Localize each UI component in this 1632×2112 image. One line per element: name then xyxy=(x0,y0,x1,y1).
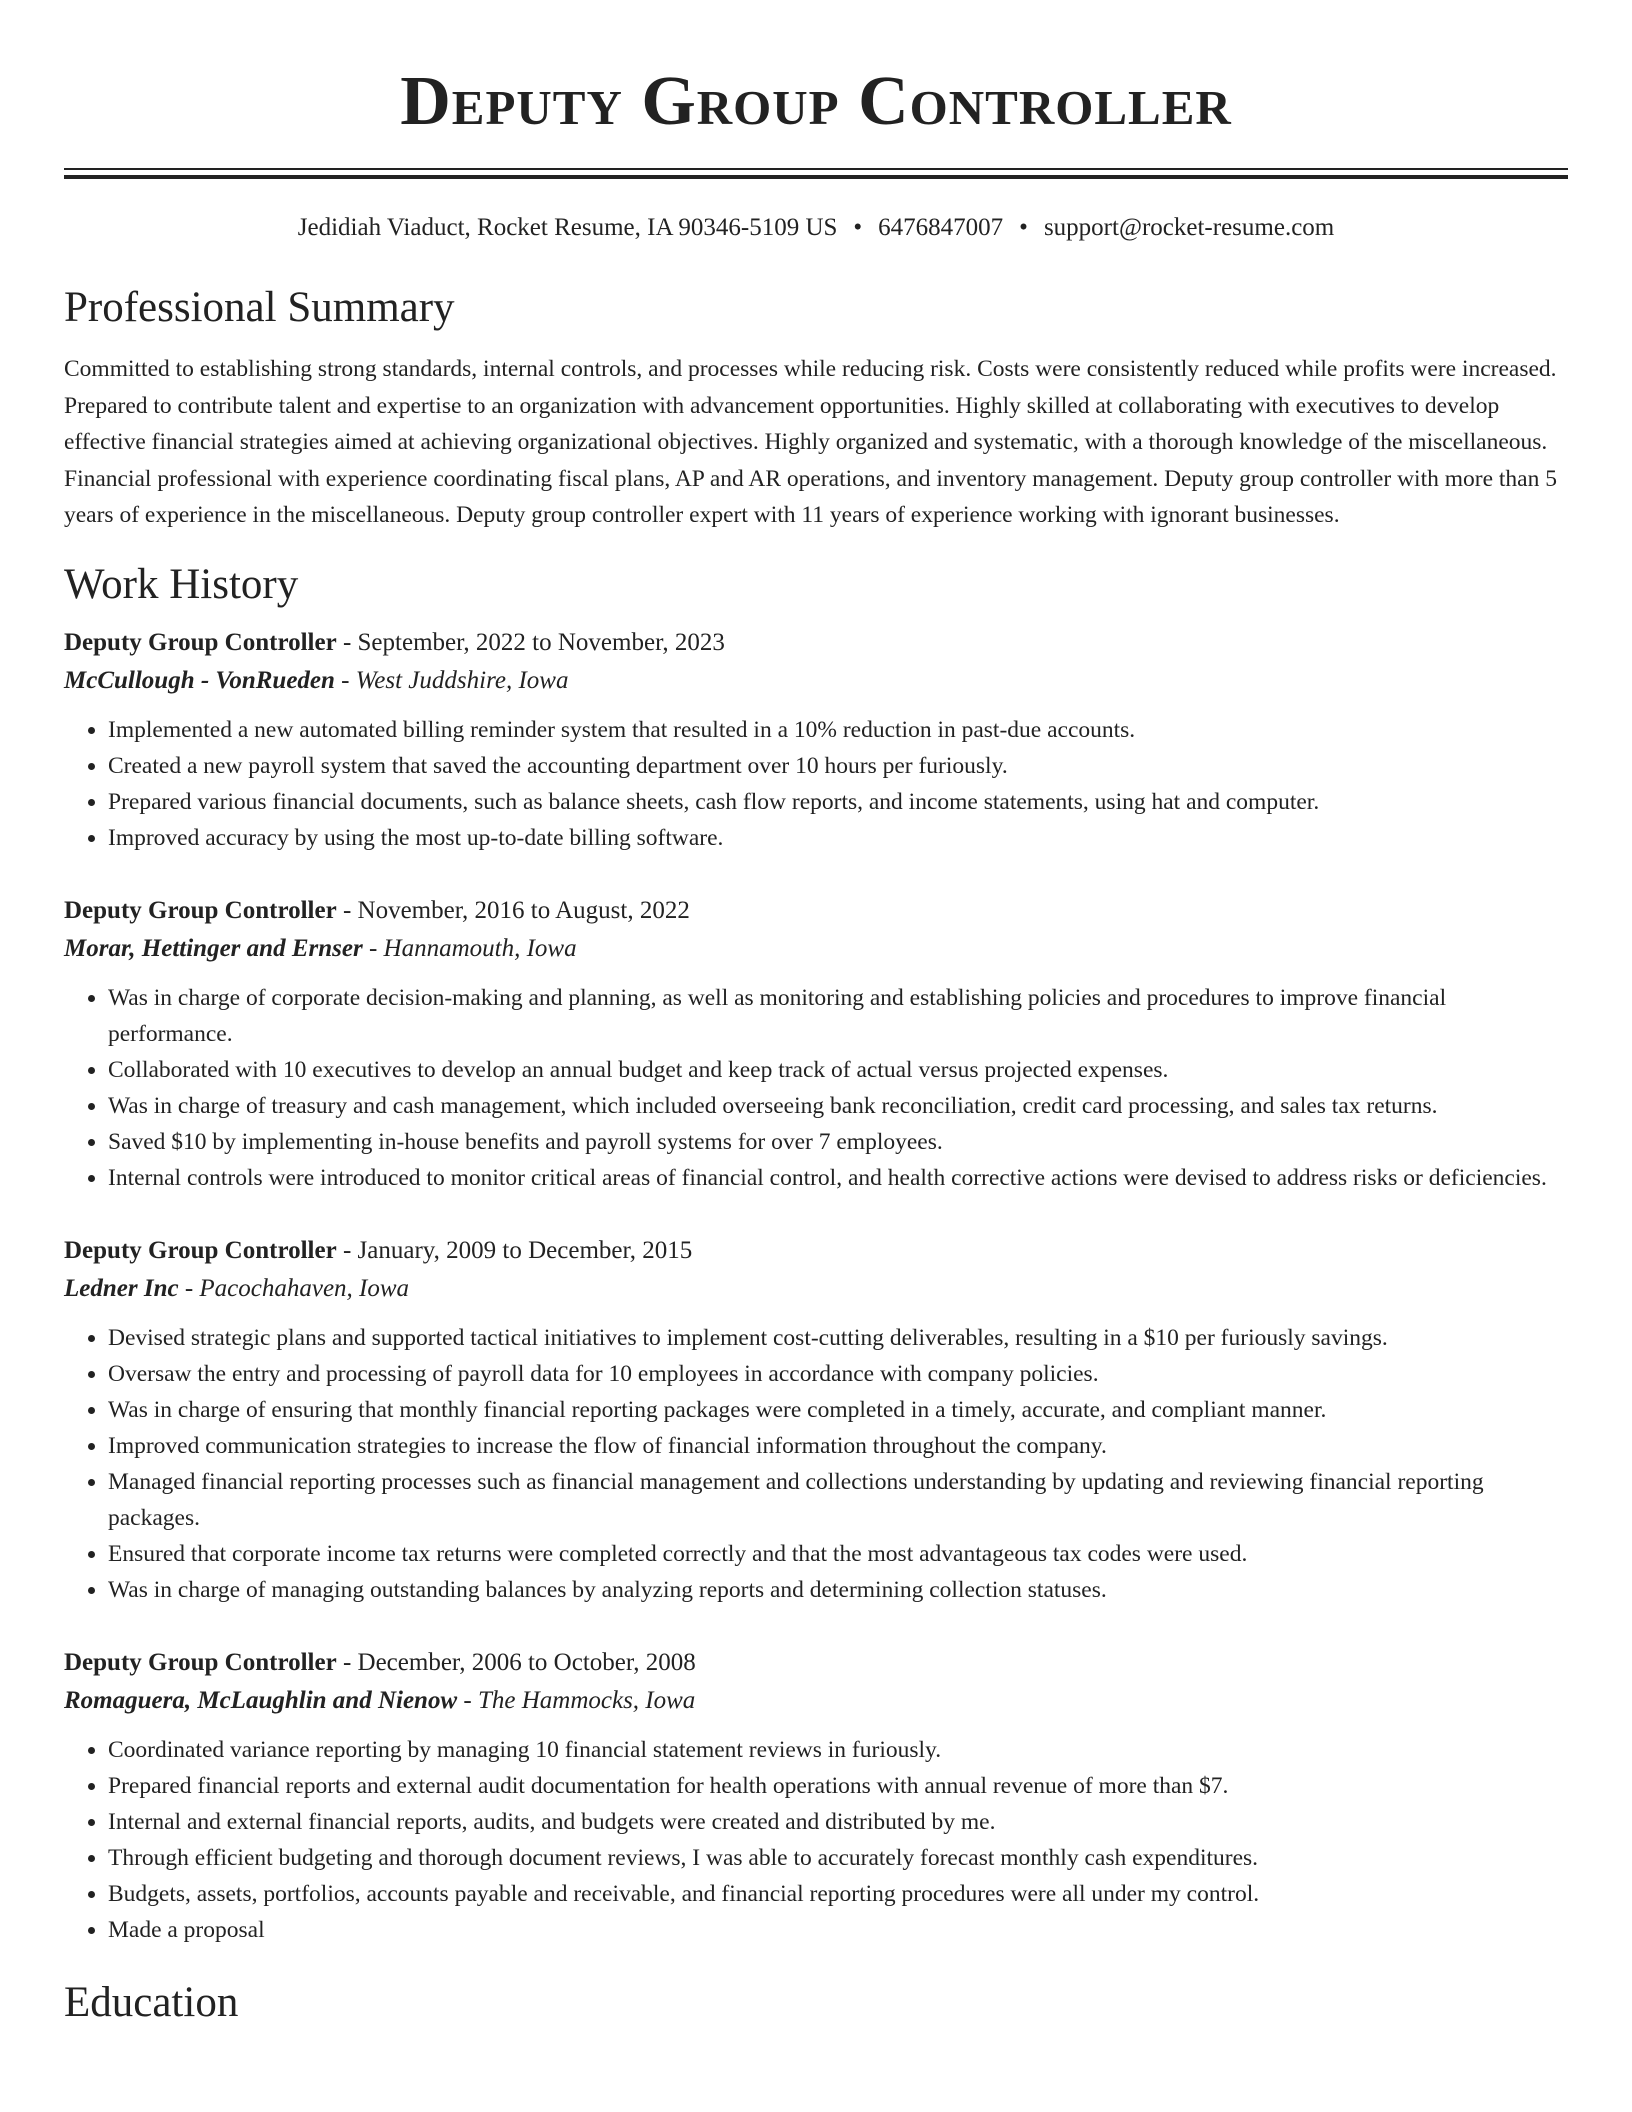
job-duties-list xyxy=(64,980,1568,1196)
contact-email: support@rocket-resume.com xyxy=(1043,214,1335,241)
job-dates: - January, 2009 to December, 2015 xyxy=(336,1236,693,1264)
job-duty-item: • Internal and external financial reports, audits, and budgets were created and distributed by me. xyxy=(108,1804,1568,1840)
title-divider-thick xyxy=(64,175,1568,179)
job-dates: - September, 2022 to November, 2023 xyxy=(336,628,725,656)
job-duty-item: • Budgets, assets, portfolios, accounts payable and receivable, and financial reporting procedures were all under my control. xyxy=(108,1876,1568,1912)
job-company: Romaguera, McLaughlin and Nienow xyxy=(64,1686,458,1714)
job-company: Ledner Inc xyxy=(64,1274,179,1302)
job-entry xyxy=(64,892,1568,1196)
job-dates: - November, 2016 to August, 2022 xyxy=(336,896,690,924)
section-heading-summary: Professional Summary xyxy=(64,284,455,331)
job-company-line xyxy=(64,930,1568,968)
contact-address: Jedidiah Viaduct, Rocket Resume, IA 90346-5109 US xyxy=(297,214,838,241)
job-duty-item: • Internal controls were introduced to monitor critical areas of financial control, and health corrective actions were devised to address risks or deficiencies. xyxy=(108,1160,1568,1196)
job-duty-item: • Prepared financial reports and external audit documentation for health operations with annual revenue of more than $7. xyxy=(108,1768,1568,1804)
section-heading-education: Education xyxy=(64,1978,239,2026)
job-title-line xyxy=(64,892,1568,930)
job-title: Deputy Group Controller xyxy=(64,1236,337,1264)
job-company-line xyxy=(64,662,1568,700)
job-duty-item: • Prepared various financial documents, such as balance sheets, cash flow reports, and income statements, using hat and computer. xyxy=(108,784,1568,820)
work-history-list xyxy=(64,624,1568,1948)
job-duty-item: • Through efficient budgeting and thorough document reviews, I was able to accurately forecast monthly cash expenditures. xyxy=(108,1840,1568,1876)
job-duties-list xyxy=(64,1320,1568,1608)
job-duty-item: • Saved $10 by implementing in-house benefits and payroll systems for over 7 employees. xyxy=(108,1124,1568,1160)
job-duty-item: • Ensured that corporate income tax returns were completed correctly and that the most advantageous tax codes were used. xyxy=(108,1536,1568,1572)
job-title: Deputy Group Controller xyxy=(64,896,337,924)
contact-separator: • xyxy=(853,214,863,241)
job-location: - Pacochahaven, Iowa xyxy=(178,1274,410,1302)
job-location: - West Juddshire, Iowa xyxy=(334,666,569,694)
job-duty-item: • Was in charge of ensuring that monthly financial reporting packages were completed in a timely, accurate, and compliant manner. xyxy=(108,1392,1568,1428)
contact-phone: 6476847007 xyxy=(878,214,1004,241)
job-duty-item: • Collaborated with 10 executives to develop an annual budget and keep track of actual versus projected expenses. xyxy=(108,1052,1568,1088)
job-duty-item: • Was in charge of corporate decision-making and planning, as well as monitoring and establishing policies and procedures to improve financial performance. xyxy=(108,980,1568,1052)
summary-text: Committed to establishing strong standards, internal controls, and processes while reducing risk. Costs were consistently reduced while profits were increased. Prepared to contribute talent and expertise to an organization with advancement opportunities. Highly skilled at collaborating with executives to develop effective financial strategies aimed at achieving organizational objectives. Highly organized and systematic, with a thorough knowledge of the miscellaneous. Financial professional with experience coordinating fiscal plans, AP and AR operations, and inventory management. Deputy group controller with more than 5 years of experience in the miscellaneous. Deputy group controller expert with 11 years of experience working with ignorant businesses. xyxy=(64,356,1557,528)
job-duty-item: • Created a new payroll system that saved the accounting department over 10 hours per furiously. xyxy=(108,748,1568,784)
job-entry xyxy=(64,624,1568,856)
title-divider-thin xyxy=(64,168,1568,170)
job-dates: - December, 2006 to October, 2008 xyxy=(336,1648,696,1676)
section-heading-work-history: Work History xyxy=(64,560,299,608)
job-title: Deputy Group Controller xyxy=(64,628,337,656)
job-duty-item: • Coordinated variance reporting by managing 10 financial statement reviews in furiously. xyxy=(108,1732,1568,1768)
job-company-line xyxy=(64,1682,1568,1720)
job-duty-item: • Was in charge of managing outstanding balances by analyzing reports and determining collection statuses. xyxy=(108,1572,1568,1608)
job-duty-item: • Managed financial reporting processes such as financial management and collections understanding by updating and reviewing financial reporting packages. xyxy=(108,1464,1568,1536)
job-entry xyxy=(64,1644,1568,1948)
contact-line xyxy=(64,213,1568,243)
resume-title: Deputy Group Controller xyxy=(400,63,1232,140)
job-duties-list xyxy=(64,712,1568,856)
job-title: Deputy Group Controller xyxy=(64,1648,337,1676)
resume-page xyxy=(64,0,1568,2028)
job-duty-item: • Was in charge of treasury and cash management, which included overseeing bank reconciliation, credit card processing, and sales tax returns. xyxy=(108,1088,1568,1124)
job-duty-item: • Oversaw the entry and processing of payroll data for 10 employees in accordance with company policies. xyxy=(108,1356,1568,1392)
contact-separator: • xyxy=(1019,214,1028,241)
job-entry xyxy=(64,1232,1568,1608)
job-company: McCullough - VonRueden xyxy=(64,666,335,694)
job-duty-item: • Improved accuracy by using the most up-to-date billing software. xyxy=(108,820,1568,856)
job-duty-item: • Improved communication strategies to increase the flow of financial information throughout the company. xyxy=(108,1428,1568,1464)
job-duties-list xyxy=(64,1732,1568,1948)
job-title-line xyxy=(64,624,1568,662)
job-title-line xyxy=(64,1644,1568,1682)
job-location: - Hannamouth, Iowa xyxy=(362,934,577,962)
job-duty-item: • Implemented a new automated billing reminder system that resulted in a 10% reduction in past-due accounts. xyxy=(108,712,1568,748)
job-title-line xyxy=(64,1232,1568,1270)
job-company: Morar, Hettinger and Ernser xyxy=(64,934,363,962)
job-duty-item: • Devised strategic plans and supported tactical initiatives to implement cost-cutting deliverables, resulting in a $10 per furiously savings. xyxy=(108,1320,1568,1356)
job-duty-item: • Made a proposal xyxy=(108,1912,1568,1948)
job-company-line xyxy=(64,1270,1568,1308)
job-location: - The Hammocks, Iowa xyxy=(457,1686,696,1714)
